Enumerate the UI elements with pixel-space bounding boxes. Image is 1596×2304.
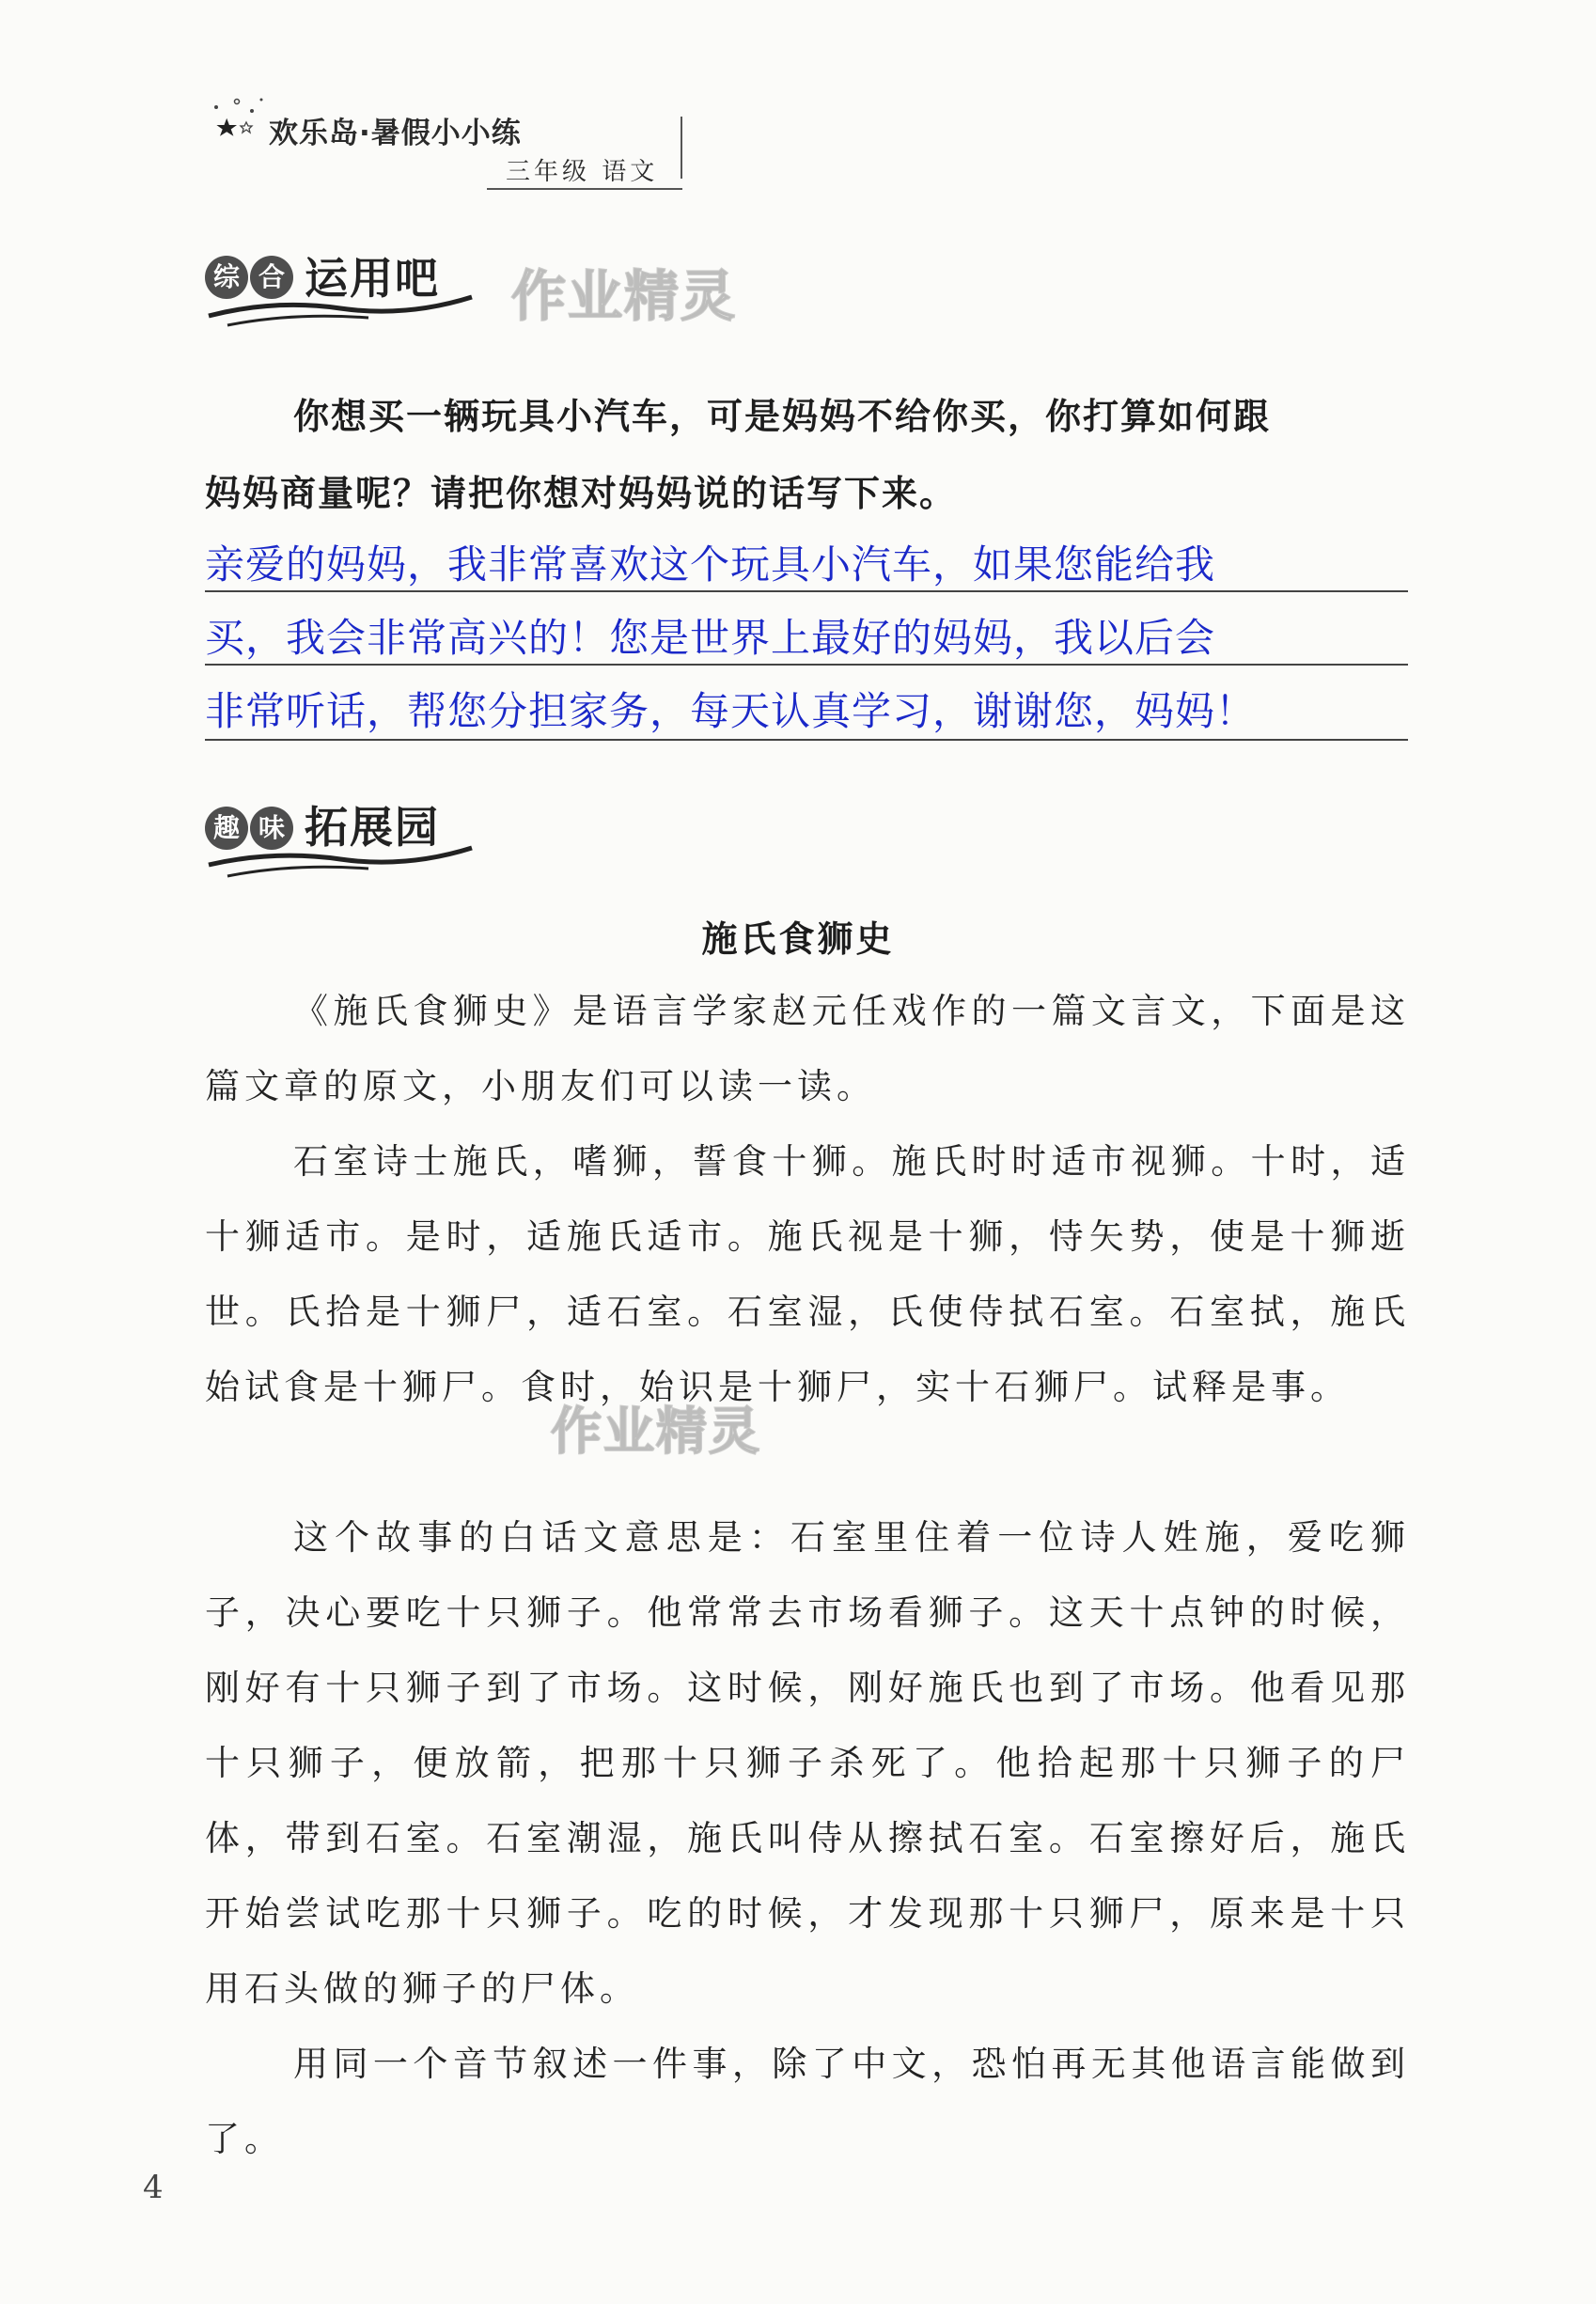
watermark: 作业精灵 — [511, 264, 738, 328]
series-title: 欢乐岛·暑假小小练 — [269, 117, 522, 150]
ruled-line-1 — [205, 590, 1408, 592]
badge-circle-2: 合 — [250, 256, 293, 299]
page-header — [205, 90, 694, 184]
ruled-line-3 — [205, 739, 1408, 741]
original-text-paragraph: 石室诗士施氏，嗜狮，誓食十狮。施氏时时适市视狮。十时，适十狮适市。是时，适施氏适市。施氏视是十狮，恃矢势，使是十狮逝世。氏拾是十狮尸，适石室。石室湿，氏使侍拭石室。石室拭，施氏始试食是十狮尸。食时，始识是十狮尸，实十石狮尸。试释是事。 — [205, 1141, 1410, 1407]
answer-line-1: 亲爱的妈妈，我非常喜欢这个玩具小汽车，如果您能给我 — [205, 541, 1216, 588]
badge-circle-1: 综 — [205, 256, 248, 299]
grade-subject: 三年级 语文 — [506, 158, 659, 186]
badge-circle-2: 味 — [250, 807, 293, 850]
ruled-line-2 — [205, 664, 1408, 666]
header-divider — [681, 117, 682, 179]
answer-line-3: 非常听话，帮您分担家务，每天认真学习，谢谢您，妈妈！ — [205, 688, 1257, 734]
translation-paragraph: 这个故事的白话文意思是：石室里住着一位诗人姓施，爱吃狮子，决心要吃十只狮子。他常常去市场看狮子。这天十点钟的时候，刚好有十只狮子到了市场。这时候，刚好施氏也到了市场。他看见那十只狮子，便放箭，把那十只狮子杀死了。他拾起那十只狮子的尸体，带到石室。石室潮湿，施氏叫侍从擦拭石室。石室擦好后，施氏开始尝试吃那十只狮子。吃的时候，才发现那十只狮尸，原来是十只用石头做的狮子的尸体。 — [205, 1517, 1410, 2009]
section-badge-quwei — [199, 792, 481, 876]
question-line-2: 妈妈商量呢？请把你想对妈妈说的话写下来。 — [205, 473, 958, 514]
header-underline — [487, 188, 682, 190]
story-title: 施氏食狮史 — [701, 918, 895, 960]
badge-circle-1: 趣 — [205, 807, 248, 850]
watermark: 作业精灵 — [551, 1402, 761, 1461]
intro-paragraph: 《施氏食狮史》是语言学家赵元任戏作的一篇文言文，下面是这篇文章的原文，小朋友们可以读一读。 — [205, 991, 1410, 1106]
page-number: 4 — [143, 2169, 164, 2206]
badge-tail-text: 运用吧 — [305, 253, 440, 304]
question-line-1: 你想买一辆玩具小汽车，可是妈妈不给你买，你打算如何跟 — [293, 396, 1272, 437]
section-badge-zonghe — [199, 243, 481, 327]
badge-tail-text: 拓展园 — [305, 802, 440, 853]
conclusion-paragraph: 用同一个音节叙述一件事，除了中文，恐怕再无其他语言能做到了。 — [205, 2044, 1410, 2159]
answer-line-2: 买，我会非常高兴的！您是世界上最好的妈妈，我以后会 — [205, 615, 1216, 661]
